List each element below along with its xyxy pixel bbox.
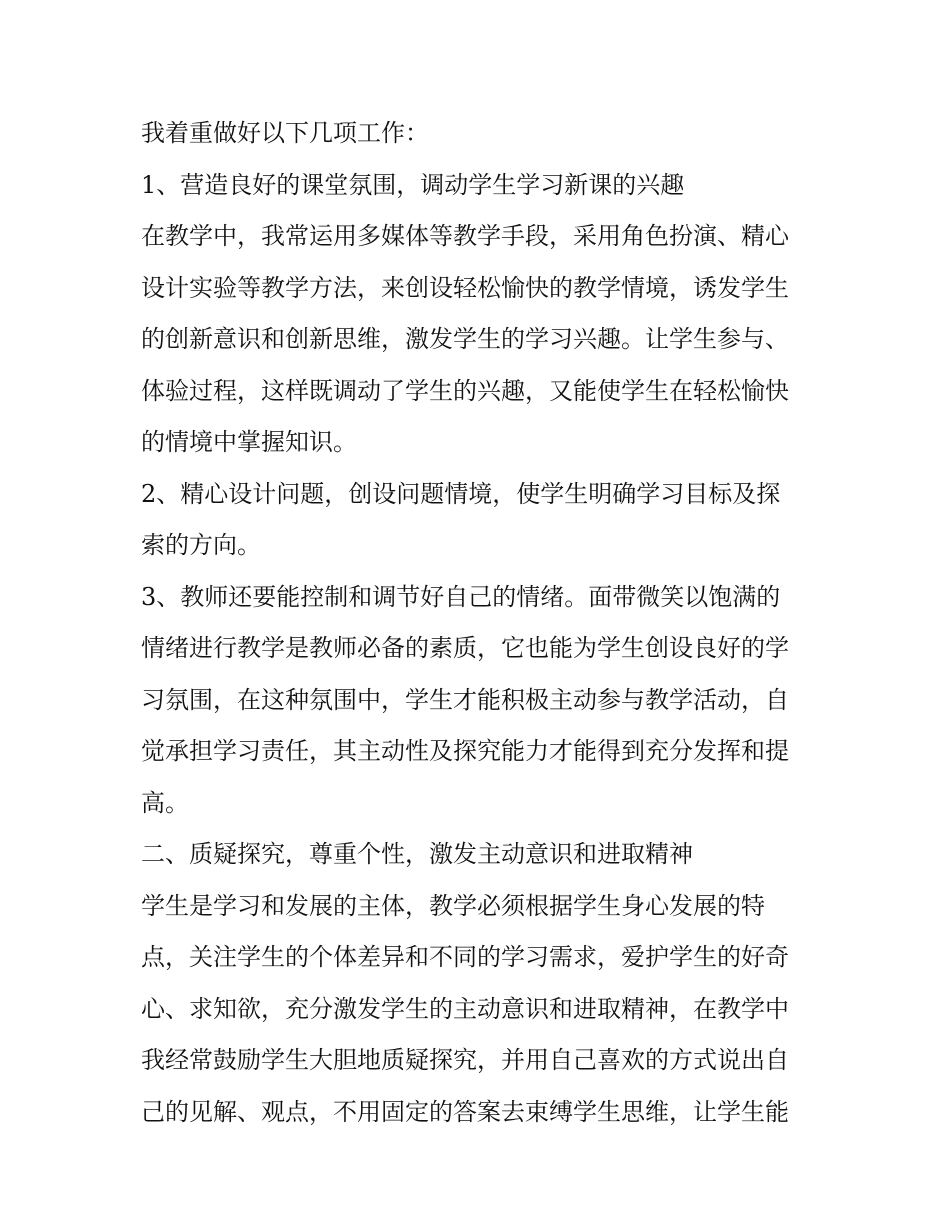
paragraph-line: 设计实验等教学方法，来创设轻松愉快的教学情境，诱发学生: [141, 273, 789, 302]
paragraph-line: 己的见解、观点，不用固定的答案去束缚学生思维，让学生能: [141, 1097, 789, 1126]
paragraph-line: 我经常鼓励学生大胆地质疑探究，并用自己喜欢的方式说出自: [141, 1046, 789, 1074]
section-heading-2: 二、质疑探究，尊重个性，激发主动意识和进取精神: [141, 840, 693, 868]
paragraph-line: 在教学中，我常运用多媒体等教学手段，采用角色扮演、精心: [141, 222, 789, 250]
paragraph-line: 心、求知欲，充分激发学生的主动意识和进取精神，在教学中: [141, 994, 789, 1023]
heading-item-2: 2、精心设计问题，创设问题情境，使学生明确学习目标及探: [141, 479, 781, 508]
paragraph-line: 习氛围，在这种氛围中，学生才能积极主动参与教学活动，自: [141, 685, 789, 714]
paragraph-line: 情绪进行教学是教师必备的素质，它也能为学生创设良好的学: [141, 634, 789, 662]
heading-item-1: 1、营造良好的课堂氛围，调动学生学习新课的兴趣: [141, 170, 685, 199]
intro-line: 我着重做好以下几项工作：: [141, 119, 429, 147]
paragraph-line: 的情境中掌握知识。: [141, 428, 357, 456]
paragraph-line: 索的方向。: [141, 531, 261, 559]
paragraph-line: 学生是学习和发展的主体，教学必须根据学生身心发展的特: [141, 891, 765, 920]
paragraph-line: 点，关注学生的个体差异和不同的学习需求，爱护学生的好奇: [141, 943, 789, 971]
heading-item-3: 3、教师还要能控制和调节好自己的情绪。面带微笑以饱满的: [141, 582, 781, 611]
paragraph-line: 体验过程，这样既调动了学生的兴趣，又能使学生在轻松愉快: [141, 376, 789, 405]
paragraph-line: 的创新意识和创新思维，激发学生的学习兴趣。让学生参与、: [141, 325, 789, 353]
paragraph-line: 高。: [141, 788, 189, 817]
document-body: [141, 108, 821, 1138]
paragraph-line: 觉承担学习责任，其主动性及探究能力才能得到充分发挥和提: [141, 737, 789, 765]
